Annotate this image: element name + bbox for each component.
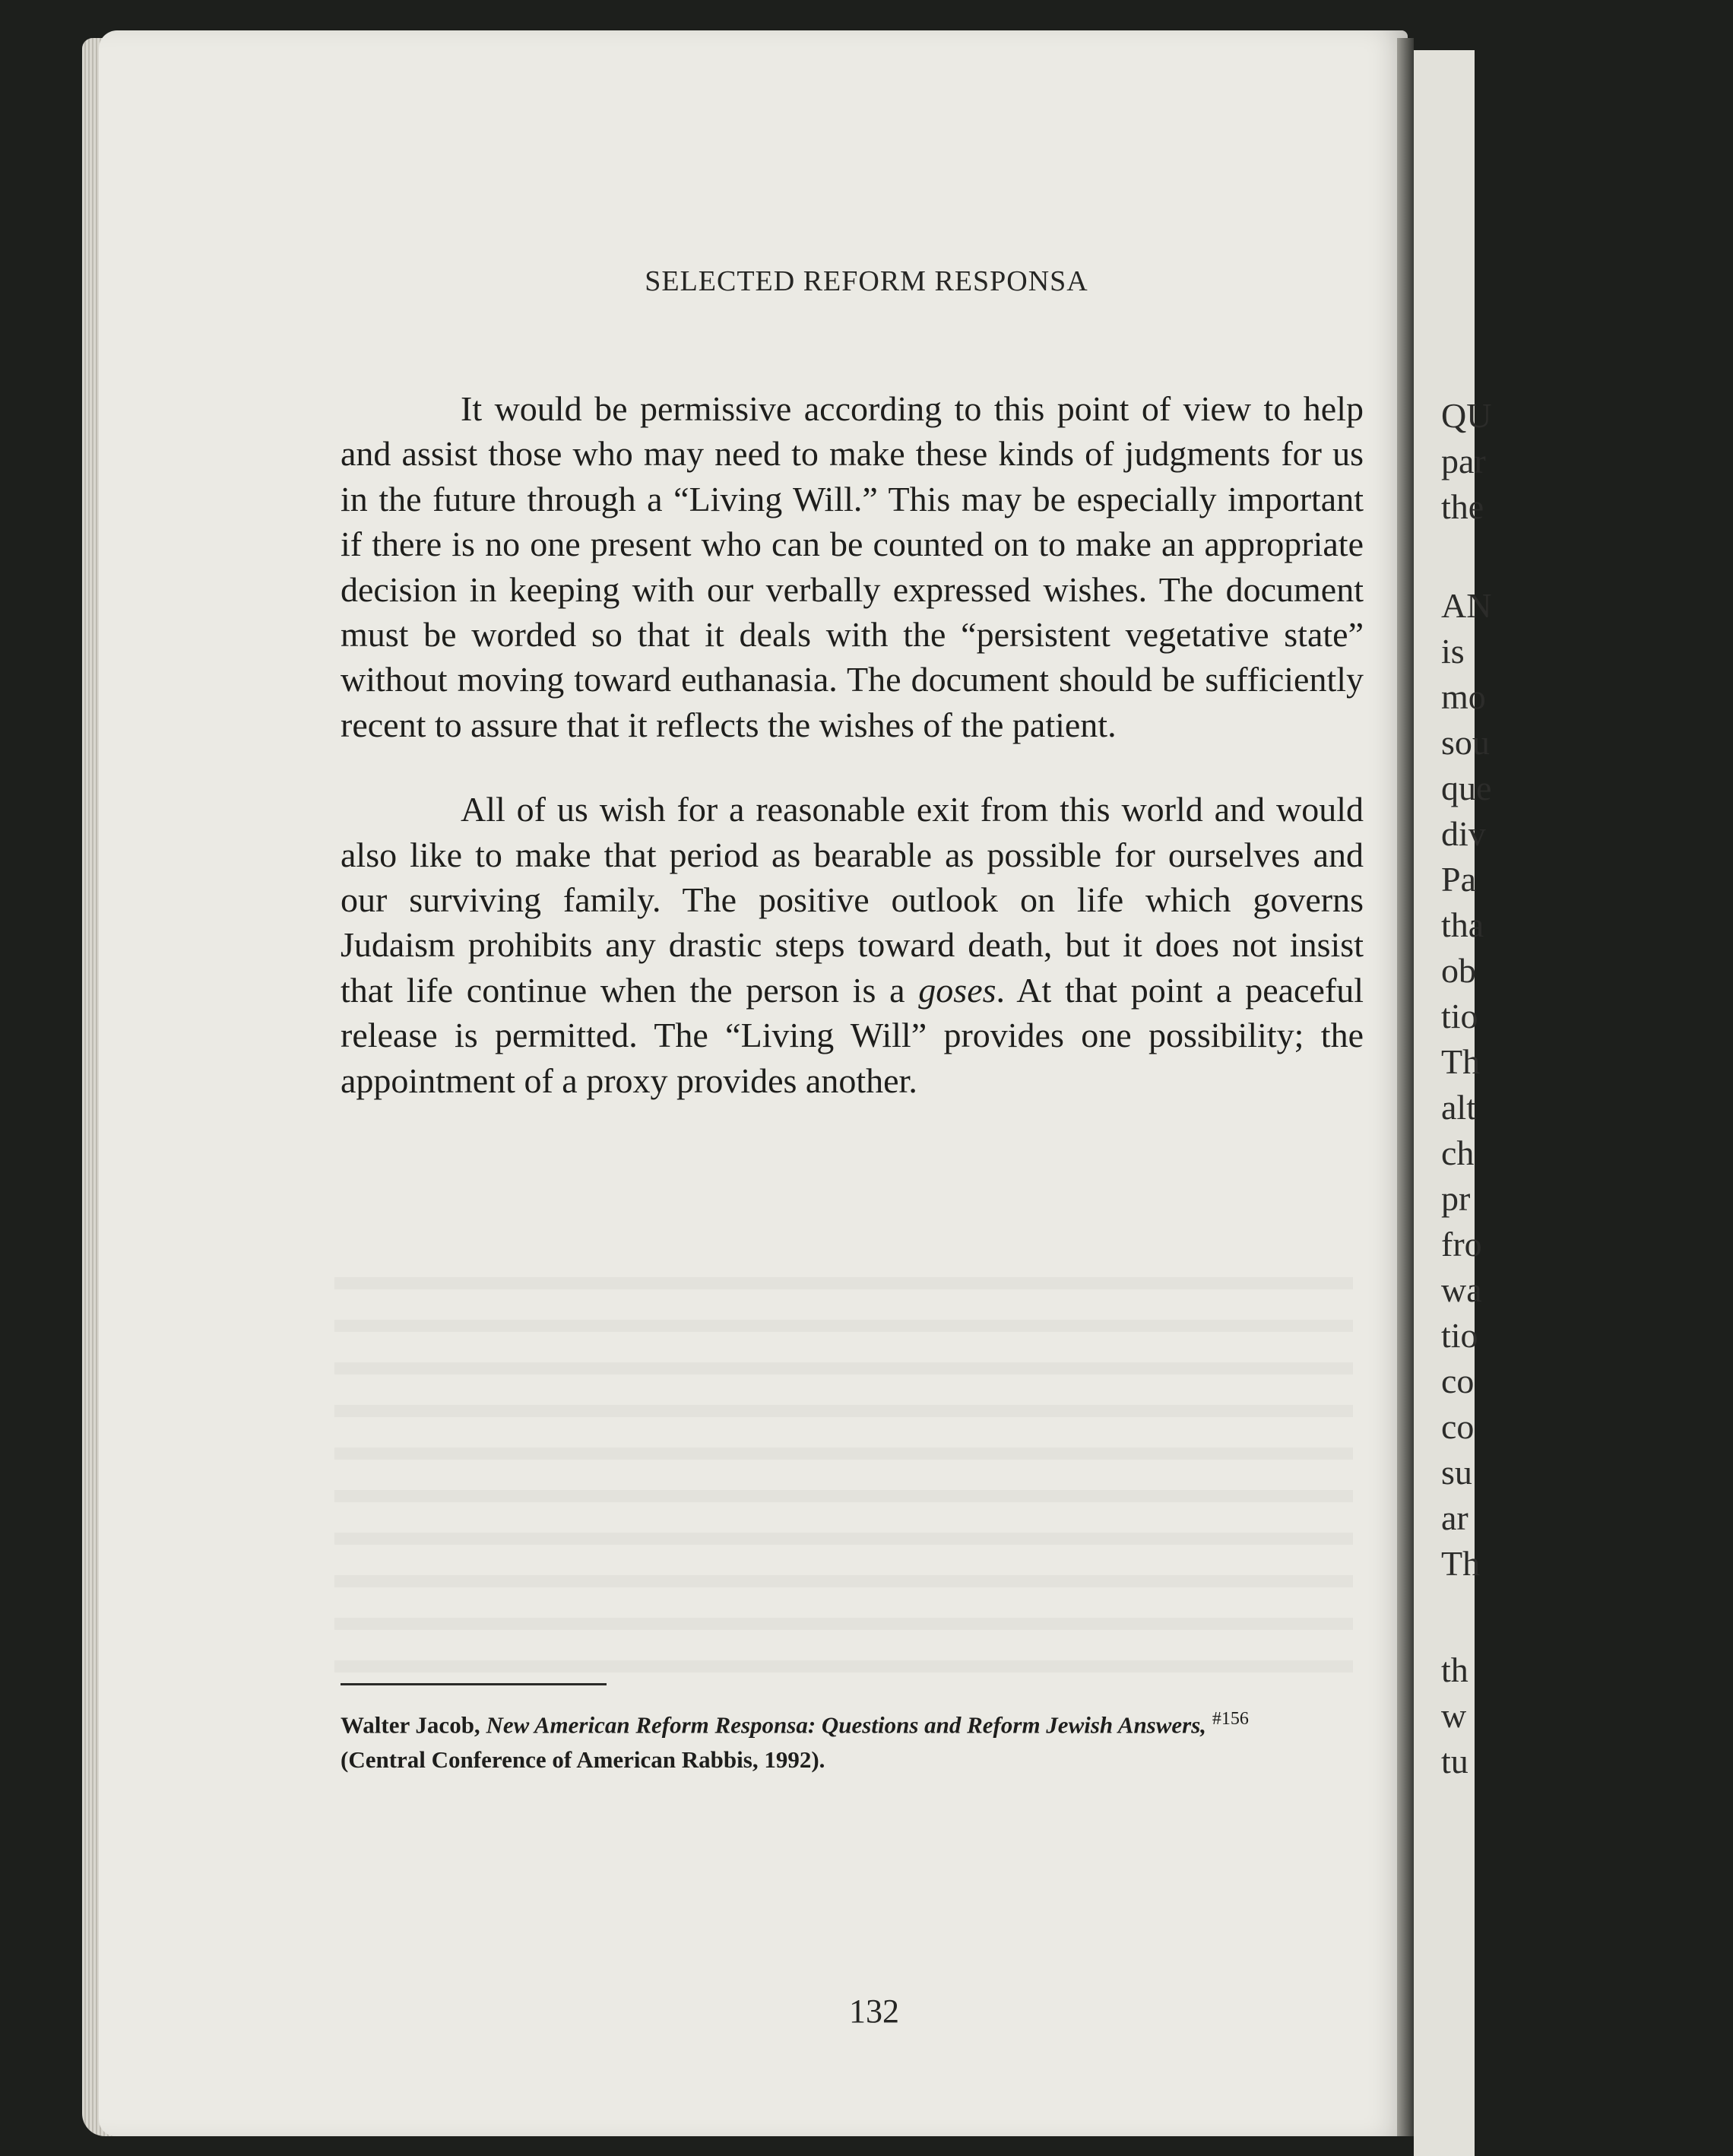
footnote-title: New American Reform Responsa: Questions and Reform Jewish Answers, (486, 1711, 1207, 1739)
facing-page-fragment: AN (1441, 586, 1492, 625)
book-gutter (1397, 38, 1414, 2136)
facing-page-fragment: ar (1441, 1498, 1468, 1537)
facing-page-fragment: Th (1441, 1544, 1481, 1583)
paragraph-2-text-a: All of us wish for a reasonable exit from this world and would also like to make that period as bearable as possible for ourselves and our surviving family. The positive outlook on life which governs Judaism prohibits any drastic steps toward death, but it does not insist that life continue when the person is a (341, 790, 1364, 1010)
facing-page-fragment: alt (1441, 1088, 1476, 1127)
facing-page-fragment: Th (1441, 1042, 1481, 1081)
body-text (341, 386, 1364, 1103)
footnote (341, 1701, 1389, 1777)
facing-page-fragment: co (1441, 1407, 1475, 1446)
facing-page-fragment: is (1441, 632, 1465, 671)
facing-page-fragment: the (1441, 487, 1484, 526)
facing-page-fragment: ch (1441, 1133, 1475, 1172)
paragraph-2-italic-term: goses (918, 970, 996, 1010)
facing-page-fragment: ob (1441, 951, 1476, 990)
facing-page-fragment: pr (1441, 1179, 1471, 1218)
facing-page-fragment: div (1441, 814, 1486, 853)
page-number: 132 (849, 1993, 899, 2030)
running-header: SELECTED REFORM RESPONSA (645, 265, 1088, 297)
facing-page-edge (1414, 50, 1492, 2156)
facing-page-fragment: tio (1441, 1316, 1478, 1355)
facing-page-fragment: w (1441, 1696, 1467, 1735)
footnote-publisher: (Central Conference of American Rabbis, 1992). (341, 1746, 825, 1774)
facing-page-fragment: fro (1441, 1225, 1482, 1263)
facing-page-fragment: tha (1441, 905, 1484, 944)
paragraph-1: It would be permissive according to this point of view to help and assist those who may need to make these kinds of judgments for us in the future through a “Living Will.” This may be especially important if there is no one present who can be counted on to make an appropriate decision in keeping with our verbally expressed wishes. The document must be worded so that it deals with the “persistent vegetative state” without moving toward euthanasia. The document should be sufficiently recent to assure that it reflects the wishes of the patient. (341, 389, 1364, 744)
footnote-author: Walter Jacob, (341, 1711, 486, 1739)
paragraph-2-text-b: . At that point a peaceful release is permitted. The “Living Will” provides one possibility; the appointment of a proxy provides another. (341, 970, 1364, 1100)
facing-page-fragment: que (1441, 769, 1492, 807)
facing-page-fragment: tu (1441, 1742, 1468, 1780)
footnote-number: #156 (1212, 1709, 1249, 1729)
facing-page-fragment: Pa (1441, 860, 1476, 899)
facing-page-fragment: th (1441, 1650, 1468, 1689)
facing-page-fragment: wa (1441, 1270, 1482, 1309)
paragraph-2 (341, 787, 1364, 1103)
facing-page-fragment: par (1441, 442, 1486, 480)
footnote-rule (341, 1683, 607, 1685)
facing-page-fragment: co (1441, 1362, 1475, 1400)
facing-page-fragment: QU (1441, 396, 1492, 435)
facing-page-fragment: mo (1441, 677, 1486, 716)
facing-page-fragment: sou (1441, 723, 1490, 762)
facing-page-fragment: su (1441, 1453, 1472, 1492)
facing-page-fragment: tio (1441, 997, 1478, 1035)
